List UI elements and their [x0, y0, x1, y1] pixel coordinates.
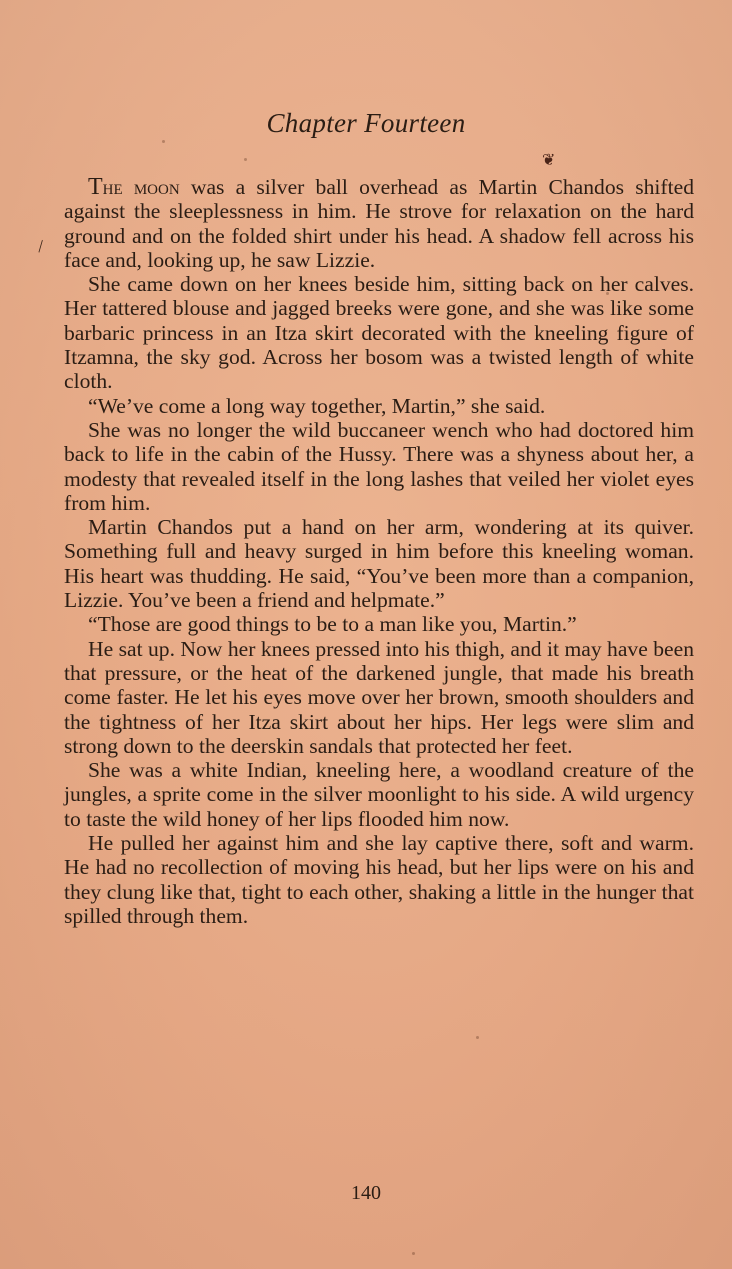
paragraph: Martin Chandos put a hand on her arm, wondering at its quiver. Something full and heavy surged in him before this kneeling woman. His heart was thudding. He said, “You’ve been more than a companion, Lizzie. You’ve been a friend and helpmate.” [64, 515, 694, 613]
paper-speck [244, 158, 247, 161]
lead-small-caps: he moon [102, 175, 180, 199]
paragraph: “We’ve come a long way together, Martin,” she said. [88, 393, 546, 418]
paragraph: He pulled her against him and she lay captive there, soft and warm. He had no recollection of moving his head, but her lips were on his and they clung like that, tight to each other, shaking a little in the hunger that spilled through them. [64, 831, 694, 928]
margin-pencil-mark: \ [33, 236, 49, 256]
paragraph: “Those are good things to be to a man like you, Martin.” [88, 612, 577, 637]
lead-capital: T [88, 174, 103, 200]
paragraph [64, 175, 694, 272]
paper-speck [162, 140, 165, 143]
paper-speck [476, 1036, 479, 1039]
paper-speck [412, 1252, 415, 1255]
page-number: 140 [351, 1182, 381, 1204]
paragraph-text: was a silver ball overhead as Martin Chandos shifted against the sleeplessness in him. He strove for relaxation on the hard ground and on the folded shirt under his head. A shadow fell across his face and, looking up, he saw Lizzie. [64, 175, 694, 272]
paragraph: He sat up. Now her knees pressed into his thigh, and it may have been that pressure, or the heat of the darkened jungle, that made his breath come faster. He let his eyes move over her brown, smooth shoulders and the tightness of her Itza skirt about her hips. Her legs were slim and strong down to the deerskin sandals that protected her feet. [64, 636, 694, 758]
paragraph: She was no longer the wild buccaneer wench who had doctored him back to life in the cabin of the Hussy. There was a shyness about her, a modesty that revealed itself in the long lashes that veiled her violet eyes from him. [64, 417, 694, 515]
fleuron-ornament-icon: ❦ [542, 152, 556, 169]
paragraph: She came down on her knees beside him, sitting back on her calves. Her tattered blouse and jagged breeks were gone, and she was like some barbaric princess in an Itza skirt decorated with the kneeling figure of Itzamna, the sky god. Across her bosom was a twisted length of white cloth. [64, 272, 694, 394]
paragraph: She was a white Indian, kneeling here, a woodland creature of the jungles, a sprite come in the silver moonlight to his side. A wild urgency to taste the wild honey of her lips flooded him now. [64, 758, 694, 831]
chapter-body [64, 175, 694, 928]
chapter-title: Chapter Fourteen [266, 108, 466, 138]
